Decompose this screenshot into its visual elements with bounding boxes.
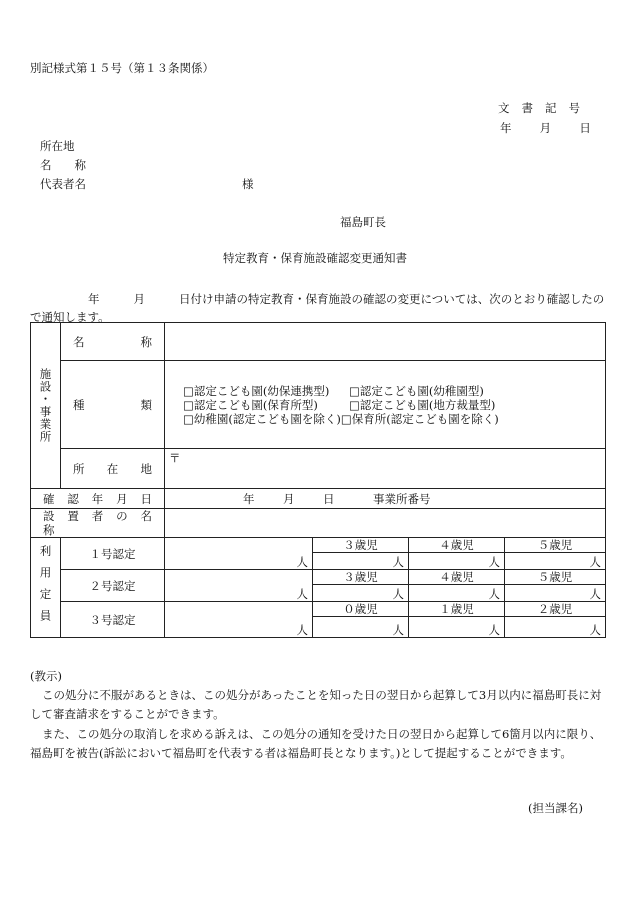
notes-heading: (教示) — [30, 669, 62, 683]
capacity-total[interactable]: 人 — [165, 538, 313, 570]
age-count[interactable]: 人 — [313, 617, 409, 638]
age-label: ３歳児 — [313, 570, 409, 585]
age-count[interactable]: 人 — [313, 553, 409, 570]
confirm-date-field[interactable] — [165, 489, 606, 509]
date-day: 日 — [579, 121, 591, 135]
facility-type-label: 種 類 — [61, 361, 165, 449]
department-label: (担当課名) — [528, 801, 583, 815]
age-count[interactable]: 人 — [409, 585, 505, 602]
facility-type-options — [165, 361, 606, 449]
age-label: ４歳児 — [409, 538, 505, 553]
capacity-label: 利用定員 — [31, 538, 61, 638]
facility-label: 施設・事業所 — [31, 323, 61, 489]
body-month: 月 — [133, 292, 145, 306]
office-number-label: 事業所番号 — [373, 491, 431, 506]
type-option[interactable]: □認定こども園(幼保連携型) — [183, 383, 330, 398]
age-label: １歳児 — [409, 602, 505, 617]
age-label: ２歳児 — [505, 602, 606, 617]
form-label: 別記様式第１５号（第１３条関係） — [30, 61, 214, 75]
facility-address-field[interactable] — [165, 449, 606, 489]
age-count[interactable]: 人 — [409, 553, 505, 570]
notes-paragraph: また、この処分の取消しを求める訴えは、この処分の通知を受けた日の翌日から起算して6箇月以内に限り、福島町を被告(訴訟において福島町を代表する者は福島町長となります。)として提起することができます。 — [30, 727, 602, 760]
founder-label: 設 置 者 の 名 称 — [31, 509, 165, 538]
addressee-location-label: 所在地 — [40, 139, 75, 153]
age-count[interactable]: 人 — [409, 617, 505, 638]
notes-paragraph: この処分に不服があるときは、この処分があったことを知った日の翌日から起算して3月以内に福島町長に対して審査請求をすることができます。 — [30, 688, 602, 721]
issue-date — [500, 120, 591, 136]
date-month: 月 — [539, 121, 552, 135]
confirm-year: 年 — [243, 491, 255, 506]
issuer: 福島町長 — [340, 215, 386, 229]
capacity-total[interactable]: 人 — [165, 570, 313, 602]
type-option[interactable]: □認定こども園(地方裁量型) — [349, 397, 496, 412]
facility-table — [30, 322, 606, 638]
facility-name-field[interactable] — [165, 323, 606, 361]
addressee-name-label: 名 称 — [40, 158, 86, 172]
body-sentence: 日付け申請の特定教育・保育施設の確認の変更については、次のとおり確認したので通知します。 — [30, 292, 605, 324]
body-text — [30, 290, 606, 326]
age-count[interactable]: 人 — [505, 617, 606, 638]
page-title: 特定教育・保育施設確認変更通知書 — [223, 251, 407, 265]
honorific: 様 — [242, 177, 254, 191]
capacity-total[interactable]: 人 — [165, 602, 313, 638]
age-label: ０歳児 — [313, 602, 409, 617]
addressee-rep-label: 代表者名 — [40, 177, 86, 191]
confirm-date-label: 確 認 年 月 日 — [31, 489, 165, 509]
capacity-row-label: １号認定 — [61, 538, 165, 570]
age-count[interactable]: 人 — [505, 585, 606, 602]
type-option[interactable]: □認定こども園(幼稚園型) — [349, 383, 484, 398]
age-label: ４歳児 — [409, 570, 505, 585]
type-option[interactable]: □幼稚園(認定こども園を除く) — [183, 411, 341, 426]
type-option[interactable]: □認定こども園(保育所型) — [183, 397, 318, 412]
capacity-row-label: ２号認定 — [61, 570, 165, 602]
age-label: ３歳児 — [313, 538, 409, 553]
age-count[interactable]: 人 — [313, 585, 409, 602]
age-label: ５歳児 — [505, 538, 606, 553]
facility-address-label: 所 在 地 — [61, 449, 165, 489]
date-year: 年 — [500, 121, 512, 135]
type-option[interactable]: □保育所(認定こども園を除く) — [340, 411, 499, 426]
body-year: 年 — [88, 292, 100, 306]
founder-field[interactable] — [165, 509, 606, 538]
confirm-day: 日 — [323, 491, 335, 506]
age-label: ５歳児 — [505, 570, 606, 585]
age-count[interactable]: 人 — [505, 553, 606, 570]
capacity-row-label: ３号認定 — [61, 602, 165, 638]
doc-number: 文書記号 — [498, 101, 592, 115]
facility-name-label: 名 称 — [61, 323, 165, 361]
postal-mark: 〒 — [169, 451, 181, 465]
confirm-month: 月 — [283, 491, 295, 506]
